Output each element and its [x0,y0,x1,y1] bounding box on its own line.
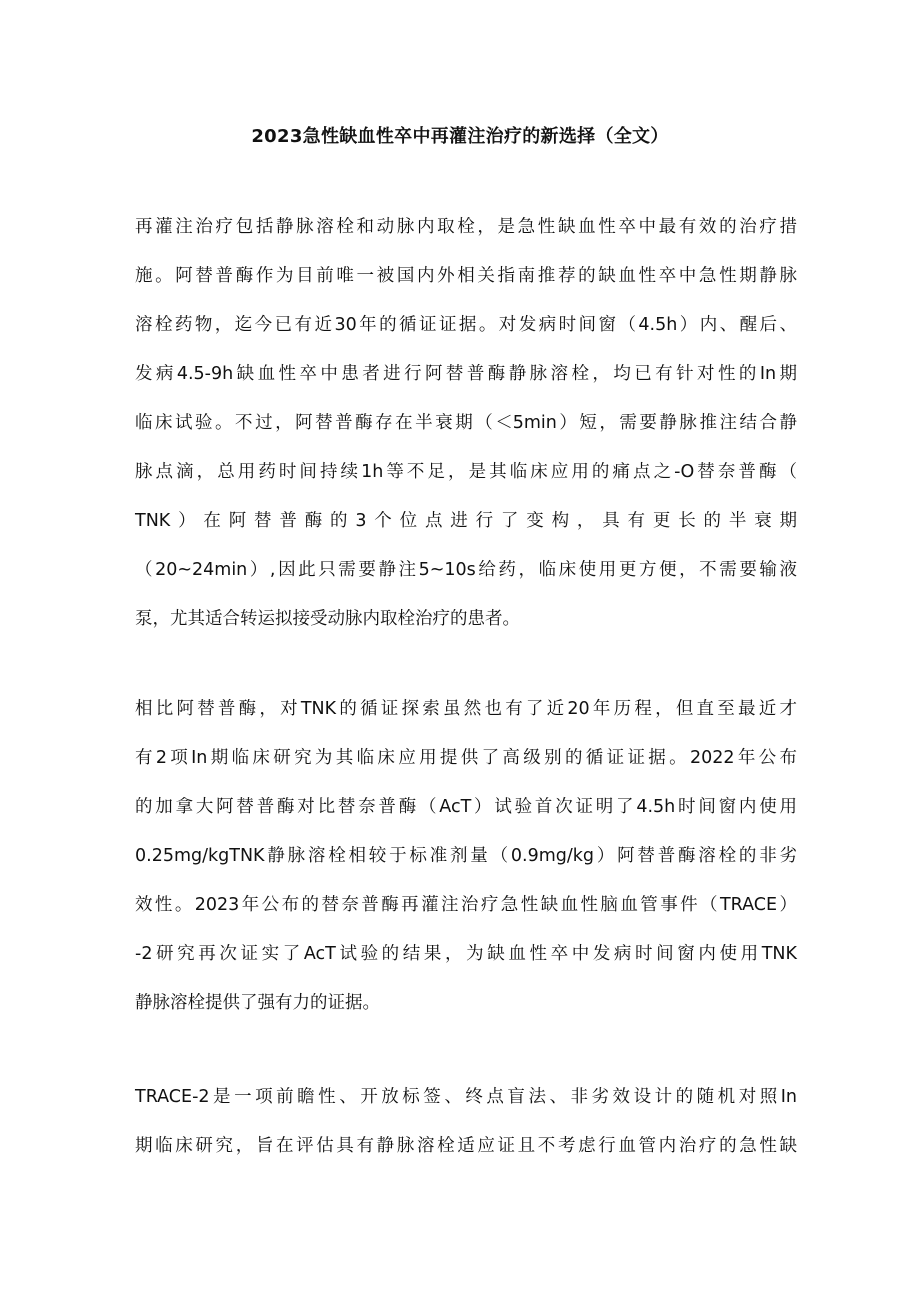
paragraph-line: 再灌注治疗包括静脉溶栓和动脉内取栓，是急性缺血性卒中最有效的治疗措 [135,217,797,237]
paragraph-line: 相比阿替普酶，对TNK的循证探索虽然也有了近20年历程，但直至最近才 [135,699,797,719]
paragraph-line: 有2项In期临床研究为其临床应用提供了高级别的循证证据。2022年公布 [135,748,797,768]
paragraph-line: 临床试验。不过，阿替普酶存在半衰期（＜5min）短，需要静脉推注结合静 [135,413,797,433]
paragraph-line: 泵，尤其适合转运拟接受动脉内取栓治疗的患者。 [135,609,520,629]
paragraph-line: （20~24min）,因此只需要静注5~10s给药，临床使用更方便，不需要输液 [135,560,797,580]
paragraph-line: 的加拿大阿替普酶对比替奈普酶（AcT）试验首次证明了4.5h时间窗内使用 [135,797,797,817]
paragraph-line: 期临床研究，旨在评估具有静脉溶栓适应证且不考虑行血管内治疗的急性缺 [135,1136,797,1156]
paragraph-line: 0.25mg/kgTNK静脉溶栓相较于标准剂量（0.9mg/kg）阿替普酶溶栓的非劣 [135,846,797,866]
paragraph-line: 静脉溶栓提供了强有力的证据。 [135,993,380,1013]
paragraph-line: -2研究再次证实了AcT试验的结果，为缺血性卒中发病时间窗内使用TNK [135,944,797,964]
paragraph-line: TNK）在阿替普酶的3个位点进行了变构，具有更长的半衰期 [135,511,797,531]
paragraph-line: 发病4.5-9h缺血性卒中患者进行阿替普酶静脉溶栓，均已有针对性的In期 [135,364,797,384]
paragraph-line: 效性。2023年公布的替奈普酶再灌注治疗急性缺血性脑血管事件（TRACE） [135,895,797,915]
paragraph-3 [135,1073,797,1171]
document-title: 2023急性缺血性卒中再灌注治疗的新选择（全文） [251,126,669,147]
paragraph-line: 脉点滴，总用药时间持续1h等不足，是其临床应用的痛点之-O替奈普酶（ [135,462,797,482]
paragraph-line: TRACE-2是一项前瞻性、开放标签、终点盲法、非劣效设计的随机对照In [135,1087,797,1107]
paragraph-line: 施。阿替普酶作为目前唯一被国内外相关指南推荐的缺血性卒中急性期静脉 [135,266,797,286]
paragraph-line: 溶栓药物，迄今已有近30年的循证证据。对发病时间窗（4.5h）内、醒后、 [135,315,797,335]
paragraph-2 [135,685,797,1028]
paragraph-1 [135,203,797,644]
